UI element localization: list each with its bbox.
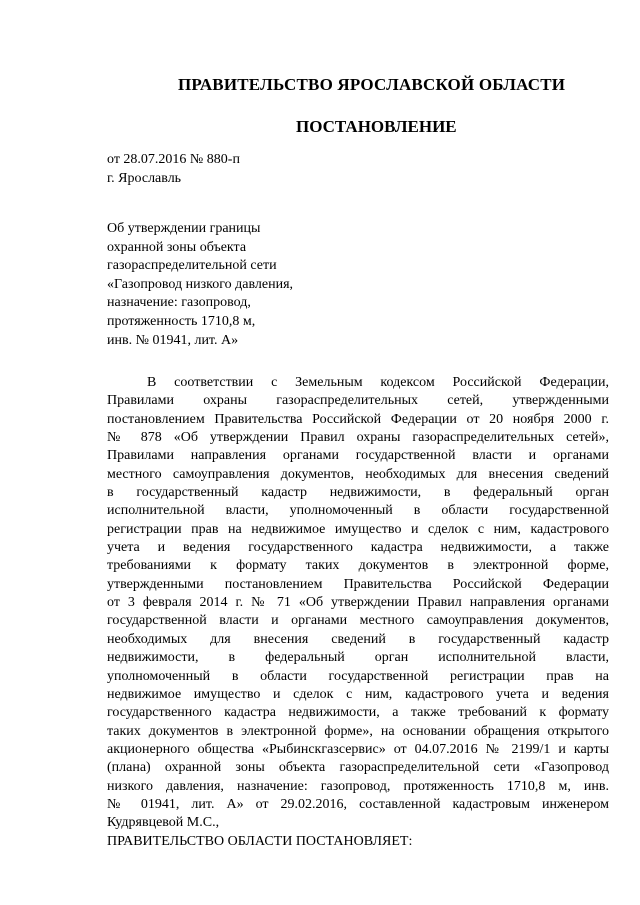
city-line: г. Ярославль	[107, 171, 182, 186]
body-line: № 01941, лит. А» от 29.02.2016, составленной кадастровым инженером	[107, 796, 609, 812]
body-line: Правилами охраны газораспределительных сетей, утвержденными	[107, 393, 609, 409]
body-line: государственного кадастра недвижимости, а также требований к формату	[107, 705, 609, 721]
body-line: от 3 февраля 2014 г. № 71 «Об утверждении Правил направления органами	[107, 595, 609, 611]
body-line: таких документов в электронной форме», на основании обращения открытого	[107, 723, 609, 739]
body-line: исполнительной власти, уполномоченный в области государственной	[107, 503, 609, 519]
body-line: учета и ведения государственного кадастра недвижимости, а также	[107, 540, 609, 556]
body-line: уполномоченный в области государственной регистрации прав на	[107, 668, 609, 684]
date-number-line: от 28.07.2016 № 880-п	[107, 152, 240, 167]
body-line: в государственный кадастр недвижимости, в федеральный орган	[107, 485, 609, 501]
body-line: требованиями к формату таких документов в электронной форме,	[107, 558, 609, 574]
body-line: постановлением Правительства Российской Федерации от 20 ноября 2000 г.	[107, 411, 609, 427]
resolution-line: ПРАВИТЕЛЬСТВО ОБЛАСТИ ПОСТАНОВЛЯЕТ:	[107, 833, 413, 849]
body-line: акционерного общества «Рыбинскгазсервис» от 04.07.2016 № 2199/1 и карты	[107, 741, 609, 757]
preamble-paragraph	[107, 374, 609, 851]
body-line: № 878 «Об утверждении Правил охраны газораспределительных сетей»,	[107, 430, 609, 446]
body-line: государственной власти и органами местного самоуправления документов,	[107, 613, 609, 629]
body-line: местного самоуправления документов, необходимых для внесения сведений	[107, 466, 609, 482]
subject-line: охранной зоны объекта	[107, 239, 247, 255]
body-line: регистрации прав на недвижимое имущество и сделок с ним, кадастрового	[107, 521, 609, 537]
document-type-heading: ПОСТАНОВЛЕНИЕ	[296, 117, 457, 136]
body-line: Кудрявцевой М.С.,	[107, 815, 220, 831]
subject-line: «Газопровод низкого давления,	[107, 276, 294, 292]
body-line: низкого давления, назначение: газопровод, протяженность 1710,8 м, инв.	[107, 778, 609, 794]
government-title: ПРАВИТЕЛЬСТВО ЯРОСЛАВСКОЙ ОБЛАСТИ	[178, 75, 566, 94]
body-line: (плана) охранной зоны объекта газораспределительной сети «Газопровод	[107, 760, 609, 776]
body-line: недвижимое имущество и сделок с ним, кадастрового учета и ведения	[107, 686, 609, 702]
subject-line: назначение: газопровод,	[107, 295, 251, 311]
body-line: недвижимости, в федеральный орган исполнительной власти,	[107, 650, 609, 666]
subject-line: инв. № 01941, лит. А»	[107, 332, 239, 348]
subject-block	[107, 220, 293, 350]
body-line: необходимых для внесения сведений в государственный кадастр	[107, 631, 609, 647]
body-line: Правилами направления органами государственной власти и органами	[107, 448, 609, 464]
body-line: В соответствии с Земельным кодексом Российской Федерации,	[147, 375, 609, 390]
subject-line: газораспределительной сети	[107, 258, 277, 274]
subject-line: Об утверждении границы	[107, 221, 261, 236]
subject-line: протяженность 1710,8 м,	[107, 313, 256, 329]
body-line: утвержденными постановлением Правительства Российской Федерации	[107, 576, 609, 592]
